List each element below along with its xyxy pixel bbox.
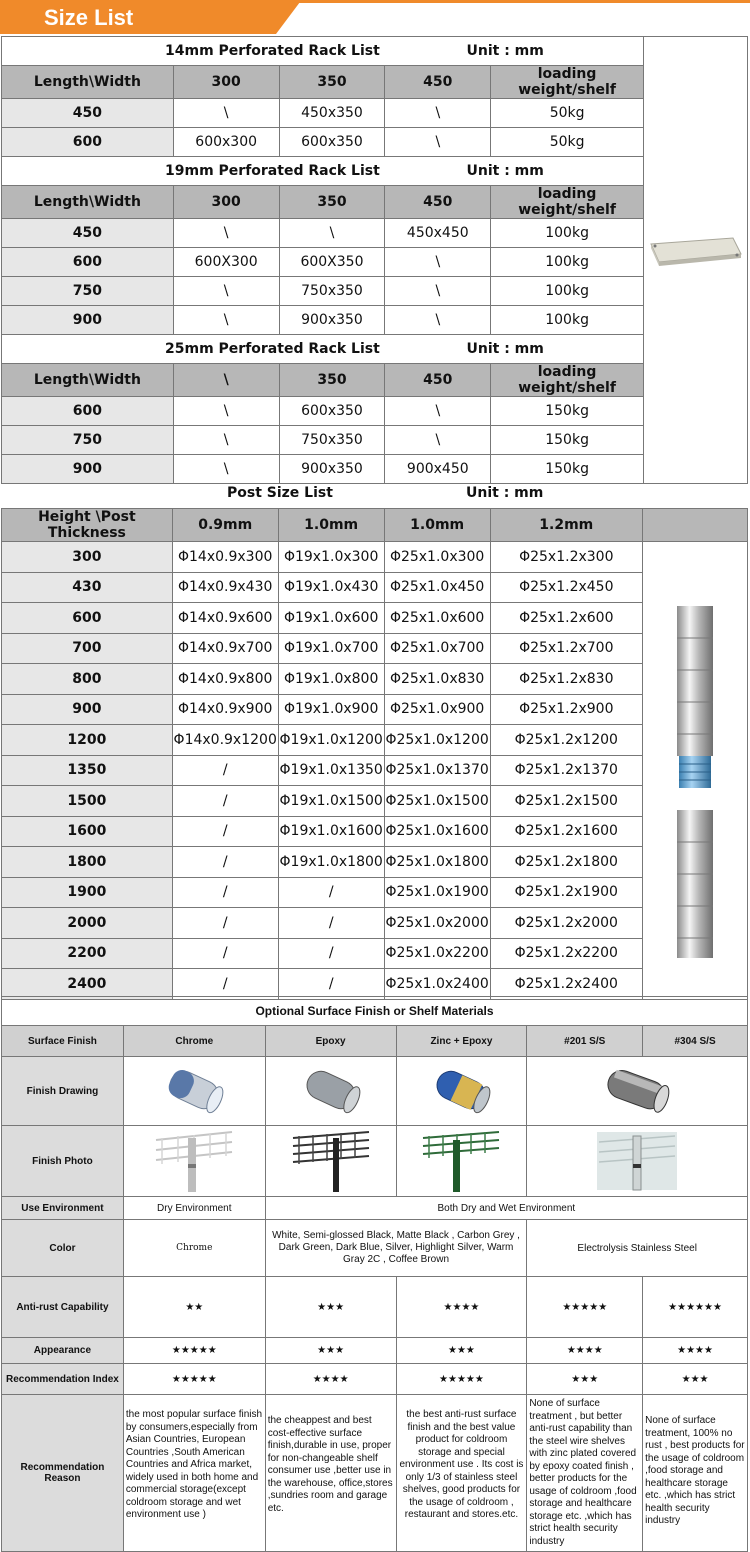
table-cell: \	[173, 426, 279, 455]
table-cell: \	[385, 248, 491, 277]
col-header: \	[173, 364, 279, 397]
recommend-rating: ★★★	[643, 1364, 748, 1395]
antirust-rating: ★★★★★	[527, 1277, 643, 1338]
col-header: 450	[385, 66, 491, 99]
table-row	[2, 426, 748, 455]
antirust-rating: ★★★★★★	[643, 1277, 748, 1338]
table-row	[2, 219, 748, 248]
table-cell: Φ25x1.2x300	[490, 542, 642, 573]
table-row	[2, 542, 748, 573]
table-cell: 100kg	[491, 277, 644, 306]
table-cell: Φ19x1.0x430	[278, 572, 384, 603]
row-label: Appearance	[2, 1338, 124, 1364]
table-row	[2, 786, 748, 817]
col-header: 350	[279, 186, 385, 219]
table-cell: /	[278, 877, 384, 908]
recommend-rating: ★★★★★	[396, 1364, 527, 1395]
surface-201-ss: #201 S/S	[527, 1026, 643, 1057]
table-cell: 900x450	[385, 455, 491, 484]
finish-table	[1, 996, 748, 1552]
table-cell: Φ25x1.0x1500	[384, 786, 490, 817]
table-row	[2, 969, 748, 1000]
col-header: 300	[173, 186, 279, 219]
shelf-image-cell	[643, 37, 747, 484]
table-cell: 450x450	[385, 219, 491, 248]
table-cell: Φ25x1.0x900	[384, 694, 490, 725]
table-cell: 600X350	[279, 248, 385, 277]
section-title-text: 19mm Perforated Rack List	[165, 163, 380, 179]
row-label: 450	[2, 219, 174, 248]
col-header: 1.2mm	[490, 509, 642, 542]
row-label: 450	[2, 99, 174, 128]
col-header: 0.9mm	[172, 509, 278, 542]
table-cell: Φ19x1.0x1350	[278, 755, 384, 786]
table-cell: 900x350	[279, 455, 385, 484]
table-row	[2, 99, 748, 128]
env-chrome: Dry Environment	[123, 1197, 265, 1220]
table-row	[2, 755, 748, 786]
chrome-shelf-photo	[152, 1128, 236, 1192]
zinc-epoxy-shelf-photo	[419, 1128, 503, 1192]
table-row	[2, 847, 748, 878]
row-label: Anti-rust Capability	[2, 1277, 124, 1338]
row-label: 1350	[2, 755, 173, 786]
col-header: Height \Post Thickness	[2, 509, 173, 542]
table-cell: \	[173, 99, 279, 128]
section-title-text: 14mm Perforated Rack List	[165, 43, 380, 59]
row-label: 600	[2, 603, 173, 634]
rack-section-title	[2, 37, 644, 66]
table-cell: 150kg	[491, 426, 644, 455]
table-cell: Φ25x1.2x900	[490, 694, 642, 725]
table-cell: \	[385, 128, 491, 157]
table-row	[2, 128, 748, 157]
surface-chrome: Chrome	[123, 1026, 265, 1057]
rack-section-title	[2, 157, 644, 186]
row-label: 1900	[2, 877, 173, 908]
table-cell: \	[385, 426, 491, 455]
section-title-text: 25mm Perforated Rack List	[165, 341, 380, 357]
table-cell: 50kg	[491, 128, 644, 157]
size-list-header	[0, 0, 750, 36]
post-size-table	[1, 508, 748, 1000]
table-cell: 750x350	[279, 426, 385, 455]
section-unit: Unit : mm	[466, 341, 544, 357]
reason-zinc-epoxy: the best anti-rust surface finish and the best value product for coldroom storage and special environment use . Its cost is only 1/3 of stainless steel shelves, good products for the usage of coldroom , restaurant and stores.etc.	[396, 1395, 527, 1552]
table-cell: 150kg	[491, 455, 644, 484]
table-cell: Φ19x1.0x1600	[278, 816, 384, 847]
table-cell: \	[385, 99, 491, 128]
chrome-tube-icon	[159, 1062, 229, 1118]
table-cell: Φ25x1.2x1500	[490, 786, 642, 817]
table-cell: /	[278, 969, 384, 1000]
table-cell: Φ19x1.0x700	[278, 633, 384, 664]
table-cell: Φ25x1.0x1200	[384, 725, 490, 756]
table-cell: Φ25x1.0x1800	[384, 847, 490, 878]
table-cell: /	[172, 938, 278, 969]
page-title: Size List	[44, 5, 134, 30]
antirust-rating: ★★★★	[396, 1277, 527, 1338]
row-label: 600	[2, 397, 174, 426]
row-label: 430	[2, 572, 173, 603]
row-label: Color	[2, 1220, 124, 1277]
row-label: Surface Finish	[2, 1026, 124, 1057]
table-row	[2, 816, 748, 847]
table-row	[2, 277, 748, 306]
row-label: 1800	[2, 847, 173, 878]
table-cell: 600x350	[279, 128, 385, 157]
table-cell: 600X300	[173, 248, 279, 277]
table-cell: Φ14x0.9x430	[172, 572, 278, 603]
row-label: Recommendation Reason	[2, 1395, 124, 1552]
table-cell: Φ25x1.2x450	[490, 572, 642, 603]
appearance-rating: ★★★★	[527, 1338, 643, 1364]
row-label: 600	[2, 128, 174, 157]
row-label: 900	[2, 455, 174, 484]
reason-chrome: the most popular surface finish by consumers,especially from Asian Countries, European Countries ,South American Countries and Africa market, widely used in both home and commercial storage(except coldroom storage and wet environment use )	[123, 1395, 265, 1552]
row-label: 2200	[2, 938, 173, 969]
table-row	[2, 664, 748, 695]
table-cell: /	[172, 786, 278, 817]
surface-zinc-epoxy: Zinc + Epoxy	[396, 1026, 527, 1057]
row-label: 2400	[2, 969, 173, 1000]
table-cell: Φ25x1.2x2400	[490, 969, 642, 1000]
table-cell: Φ25x1.0x450	[384, 572, 490, 603]
post-title: Post Size List	[227, 485, 333, 501]
col-header: 350	[279, 66, 385, 99]
table-cell: \	[173, 455, 279, 484]
table-cell: Φ25x1.2x700	[490, 633, 642, 664]
table-cell: Φ25x1.2x2200	[490, 938, 642, 969]
table-row	[2, 694, 748, 725]
table-cell: Φ14x0.9x600	[172, 603, 278, 634]
table-cell: Φ25x1.0x700	[384, 633, 490, 664]
row-label: Finish Photo	[2, 1126, 124, 1197]
table-cell: /	[172, 969, 278, 1000]
zinc-epoxy-drawing	[396, 1057, 527, 1126]
epoxy-tube-icon	[296, 1062, 366, 1118]
recommend-rating: ★★★★★	[123, 1364, 265, 1395]
table-cell: Φ25x1.2x830	[490, 664, 642, 695]
table-cell: Φ14x0.9x300	[172, 542, 278, 573]
appearance-rating: ★★★	[265, 1338, 396, 1364]
table-cell: Φ14x0.9x700	[172, 633, 278, 664]
color-chrome: Chrome	[123, 1220, 265, 1277]
table-cell: Φ25x1.2x1200	[490, 725, 642, 756]
table-cell: 600x300	[173, 128, 279, 157]
table-row	[2, 633, 748, 664]
table-cell: Φ25x1.2x600	[490, 603, 642, 634]
env-others: Both Dry and Wet Environment	[265, 1197, 747, 1220]
finish-title: Optional Surface Finish or Shelf Materials	[2, 997, 748, 1026]
table-cell: /	[172, 908, 278, 939]
col-header: 300	[173, 66, 279, 99]
table-cell: Φ14x0.9x800	[172, 664, 278, 695]
epoxy-photo	[265, 1126, 396, 1197]
table-row	[2, 877, 748, 908]
antirust-rating: ★★★	[265, 1277, 396, 1338]
table-cell: 100kg	[491, 219, 644, 248]
table-cell: Φ25x1.0x830	[384, 664, 490, 695]
table-cell: Φ25x1.0x600	[384, 603, 490, 634]
ss-drawing	[527, 1057, 748, 1126]
table-cell: 750x350	[279, 277, 385, 306]
recommend-rating: ★★★★	[265, 1364, 396, 1395]
col-header: 450	[385, 186, 491, 219]
table-cell: Φ19x1.0x1500	[278, 786, 384, 817]
col-header: Length\Width	[2, 186, 174, 219]
table-cell: /	[172, 877, 278, 908]
table-cell: \	[173, 306, 279, 335]
epoxy-drawing	[265, 1057, 396, 1126]
table-cell: Φ25x1.0x2200	[384, 938, 490, 969]
reason-201-ss: None of surface treatment , but better anti-rust capability than the steel wire shelves with zinc plated covered by epoxy coated finish , better products for the usage of coldroom ,food storage and healthcare storage etc. ,which has strict health security industry	[527, 1395, 643, 1552]
col-header: 450	[385, 364, 491, 397]
table-cell: 600x350	[279, 397, 385, 426]
table-row	[2, 248, 748, 277]
color-ss: Electrolysis Stainless Steel	[527, 1220, 748, 1277]
col-header: loading weight/shelf	[491, 66, 644, 99]
table-cell: \	[385, 397, 491, 426]
col-header-empty	[642, 509, 747, 542]
row-label: 900	[2, 306, 174, 335]
table-cell: Φ25x1.0x1370	[384, 755, 490, 786]
chrome-drawing	[123, 1057, 265, 1126]
row-label: Finish Drawing	[2, 1057, 124, 1126]
zinc-epoxy-photo	[396, 1126, 527, 1197]
reason-epoxy: the cheappest and best cost-effective surface finish,durable in use, proper for non-changeable shelf consumer use ,better use in the warehouse, office,stores ,sundries room and garage etc.	[265, 1395, 396, 1552]
row-label: 600	[2, 248, 174, 277]
section-unit: Unit : mm	[466, 43, 544, 59]
table-cell: Φ19x1.0x300	[278, 542, 384, 573]
table-cell: Φ14x0.9x1200	[172, 725, 278, 756]
table-cell: Φ19x1.0x900	[278, 694, 384, 725]
table-cell: Φ25x1.2x1800	[490, 847, 642, 878]
table-cell: 100kg	[491, 306, 644, 335]
row-label: 800	[2, 664, 173, 695]
table-cell: Φ25x1.0x2000	[384, 908, 490, 939]
stainless-tube-icon	[597, 1062, 677, 1118]
appearance-rating: ★★★	[396, 1338, 527, 1364]
perforated-shelf-image	[645, 228, 745, 288]
table-row	[2, 306, 748, 335]
table-cell: /	[172, 755, 278, 786]
table-cell: Φ19x1.0x800	[278, 664, 384, 695]
table-cell: Φ19x1.0x1800	[278, 847, 384, 878]
table-cell: 450x350	[279, 99, 385, 128]
post-title-bar	[1, 478, 748, 508]
table-cell: \	[173, 397, 279, 426]
table-cell: Φ25x1.2x1600	[490, 816, 642, 847]
table-cell: /	[172, 816, 278, 847]
appearance-rating: ★★★★★	[123, 1338, 265, 1364]
surface-epoxy: Epoxy	[265, 1026, 396, 1057]
row-label: 750	[2, 426, 174, 455]
table-cell: Φ25x1.0x1600	[384, 816, 490, 847]
col-header: loading weight/shelf	[491, 364, 644, 397]
appearance-rating: ★★★★	[643, 1338, 748, 1364]
row-label: 1600	[2, 816, 173, 847]
table-cell: Φ14x0.9x900	[172, 694, 278, 725]
zinc-epoxy-tube-icon	[426, 1062, 496, 1118]
row-label: 900	[2, 694, 173, 725]
row-label: Recommendation Index	[2, 1364, 124, 1395]
table-cell: \	[173, 219, 279, 248]
table-cell: Φ25x1.2x2000	[490, 908, 642, 939]
col-header: 350	[279, 364, 385, 397]
table-cell: Φ25x1.0x2400	[384, 969, 490, 1000]
row-label: 750	[2, 277, 174, 306]
table-cell: 900x350	[279, 306, 385, 335]
surface-304-ss: #304 S/S	[643, 1026, 748, 1057]
col-header: 1.0mm	[278, 509, 384, 542]
row-label: 1200	[2, 725, 173, 756]
row-label: 300	[2, 542, 173, 573]
stainless-shelf-photo	[595, 1128, 679, 1192]
table-cell: \	[385, 277, 491, 306]
table-cell: Φ19x1.0x1200	[278, 725, 384, 756]
post-image	[643, 558, 747, 978]
table-cell: /	[278, 938, 384, 969]
table-cell: 150kg	[491, 397, 644, 426]
col-header: Length\Width	[2, 66, 174, 99]
table-row	[2, 397, 748, 426]
antirust-rating: ★★	[123, 1277, 265, 1338]
table-cell: \	[173, 277, 279, 306]
table-cell: 100kg	[491, 248, 644, 277]
row-label: 700	[2, 633, 173, 664]
table-cell: /	[278, 908, 384, 939]
reason-304-ss: None of surface treatment, 100% no rust , best products for the usage of coldroom ,food storage and healthcare storage etc. ,which has strict health security industry	[643, 1395, 748, 1552]
ss-photo	[527, 1126, 748, 1197]
table-cell: /	[172, 847, 278, 878]
table-cell: Φ19x1.0x600	[278, 603, 384, 634]
rack-section-title	[2, 335, 644, 364]
table-cell: \	[385, 306, 491, 335]
epoxy-shelf-photo	[289, 1128, 373, 1192]
recommend-rating: ★★★	[527, 1364, 643, 1395]
rack-list-table	[1, 36, 748, 484]
table-row	[2, 603, 748, 634]
table-cell: Φ25x1.2x1900	[490, 877, 642, 908]
table-row	[2, 908, 748, 939]
col-header: Length\Width	[2, 364, 174, 397]
table-cell: Φ25x1.0x1900	[384, 877, 490, 908]
row-label: 1500	[2, 786, 173, 817]
table-cell: 50kg	[491, 99, 644, 128]
row-label: Use Environment	[2, 1197, 124, 1220]
post-unit: Unit : mm	[466, 485, 544, 501]
table-row	[2, 572, 748, 603]
table-cell: Φ25x1.0x300	[384, 542, 490, 573]
table-row	[2, 725, 748, 756]
col-header: 1.0mm	[384, 509, 490, 542]
table-cell: \	[279, 219, 385, 248]
row-label: 2000	[2, 908, 173, 939]
col-header: loading weight/shelf	[491, 186, 644, 219]
chrome-photo	[123, 1126, 265, 1197]
post-image-cell	[642, 542, 747, 1000]
table-row	[2, 938, 748, 969]
section-unit: Unit : mm	[466, 163, 544, 179]
color-epoxy: White, Semi-glossed Black, Matte Black , Carbon Grey , Dark Green, Dark Blue, Silver, Highlight Silver, Warm Gray 2C , Coffee Brown	[265, 1220, 527, 1277]
table-cell: Φ25x1.2x1370	[490, 755, 642, 786]
